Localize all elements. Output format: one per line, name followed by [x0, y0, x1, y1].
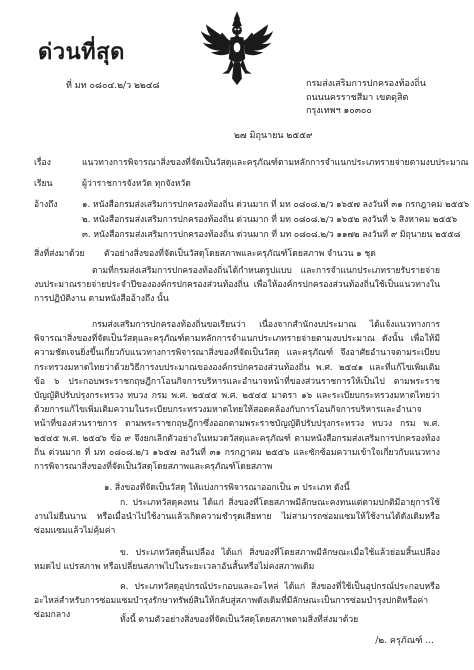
reference-item: ๒. หนังสือกรมส่งเสริมการปกครองท้องถิ่น ด่วนมาก ที่ มท ๐๘๐๘.๒/ว ๑๖๕๒ ลงวันที่ ๖ สิงหาคม ๒๕๕๖ [82, 215, 458, 225]
sender-address [306, 78, 426, 119]
item-b-consumable: ข. ประเภทวัสดุสิ้นเปลือง ได้แก่ สิ่งของที่โดยสภาพมีลักษณะเมื่อใช้แล้วย่อมสิ้นเปลืองหมดไป แปรสภาพ หรือเปลี่ยนสภาพไปในระยะเวลาอันสั้นหรือไม่คงสภาพเดิม [34, 548, 440, 573]
item-c-parts: ค. ประเภทวัสดุอุปกรณ์ประกอบและอะไหล่ ได้แก่ สิ่งของที่ใช้เป็นอุปกรณ์ประกอบหรืออะไหล่สำหรับการซ่อมแซมบำรุงรักษาทรัพย์สินให้กลับสู่สภาพดังเดิมที่มีลักษณะเป็นการซ่อมบำรุงปกติหรือค่าซ่อมกลาง [34, 582, 440, 621]
garuda-emblem-icon [196, 8, 278, 90]
point-1-intro: ๑. สิ่งของที่จัดเป็นวัสดุ ให้แบ่งการพิจารณาออกเป็น ๓ ประเภท ดังนี้ [104, 483, 350, 493]
reference-item: ๑. หนังสือกรมส่งเสริมการปกครองท้องถิ่น ด่วนมาก ที่ มท ๐๘๐๘.๒/ว ๑๖๕๗ ลงวันที่ ๓๑ กรกฎาคม ๒๕๕๖ [82, 200, 470, 210]
reference-item: ๓. หนังสือกรมส่งเสริมการปกครองท้องถิ่น ด่วนมาก ที่ มท ๐๘๐๘.๒/ว ๑๑๗๒ ลงวันที่ ๙ มิถุนายน ๒๕๕๘ [82, 230, 461, 240]
subject-text: แนวทางการพิจารณาสิ่งของที่จัดเป็นวัสดุและครุภัณฑ์ตามหลักการจำแนกประเภทรายจ่ายตามงบประมาณ [82, 158, 469, 168]
sender-line: กรมส่งเสริมการปกครองท้องถิ่น [306, 79, 426, 89]
sender-line: กรุงเทพฯ ๑๐๓๐๐ [306, 106, 372, 116]
continuation-marker: /๒. ครุภัณฑ์ ... [375, 636, 434, 646]
references-label: อ้างถึง [34, 200, 58, 210]
sender-line: ถนนนครราชสีมา เขตดุสิต [306, 92, 409, 103]
recipient-label: เรียน [34, 179, 53, 189]
body-paragraph-2: กรมส่งเสริมการปกครองท้องถิ่นขอเรียนว่า เนื่องจากสำนักงบประมาณ ได้แจ้งแนวทางการพิจารณาสิ่งของที่จัดเป็นวัสดุและครุภัณฑ์ตามหลักการจำแนกประเภทรายจ่ายตามงบประมาณ ดังนั้น เพื่อให้มีความชัดเจนยิ่งขึ้นเกี่ยวกับแนวทางการพิจารณาสิ่งของที่จัดเป็นวัสดุ และครุภัณฑ์ จึงอาศัยอำนาจตามระเบียบกระทรวงมหาดไทยว่าด้วยวิธีการงบประมาณขององค์กรปกครองส่วนท้องถิ่น พ.ศ. ๒๕๔๑ และที่แก้ไขเพิ่มเติม ข้อ ๖ ประกอบพระราชกฤษฎีกาโอนกิจการบริหารและอำนาจหน้าที่ของส่วนราชการให้เป็นไป ตามพระราชบัญญัติปรับปรุงกระทรวง ทบวง กรม พ.ศ. ๒๕๔๕ พ.ศ. ๒๕๔๕ มาตรา ๑๖ และระเบียบกระทรวงมหาดไทยว่าด้วยการแก้ไขเพิ่มเติมความในระเบียบกระทรวงมหาดไทยให้สอดคล้องกับการโอนกิจการบริหารและอำนาจหน้าที่ของส่วนราชการ ตามพระราชกฤษฎีกาซึ่งออกตามพระราชบัญญัติปรับปรุงกระทรวง ทบวง กรม พ.ศ. ๒๕๔๕ พ.ศ. ๒๕๔๖ ข้อ ๙ จึงยกเลิกตัวอย่างในหมวดวัสดุและครุภัณฑ์ ตามหนังสือกรมส่งเสริมการปกครองท้องถิ่น ด่วนมาก ที่ มท ๐๘๐๘.๒/ว ๑๖๕๗ ลงวันที่ ๓๑ กรกฎาคม ๒๕๕๖ และซักซ้อมความเข้าใจเกี่ยวกับแนวทางการพิจารณาสิ่งของที่จัดเป็นวัสดุโดยสภาพและครุภัณฑ์โดยสภาพ [34, 320, 440, 473]
enclosure-label: สิ่งที่ส่งมาด้วย [34, 249, 85, 259]
closing-line: ทั้งนี้ ตามตัวอย่างสิ่งของที่จัดเป็นวัสดุโดยสภาพตามสิ่งที่ส่งมาด้วย [120, 615, 359, 625]
letter-date: ๒๗ มิถุนายน ๒๕๕๙ [234, 131, 313, 141]
enclosure-text: ตัวอย่างสิ่งของที่จัดเป็นวัสดุโดยสภาพและครุภัณฑ์โดยสภาพ จำนวน ๑ ชุด [104, 249, 376, 259]
document-number: ที่ มท ๐๘๐๔.๒/ว ๒๒๔๘ [66, 81, 160, 91]
recipient-text: ผู้ว่าราชการจังหวัด ทุกจังหวัด [82, 179, 191, 189]
body-paragraph-1: ตามที่กรมส่งเสริมการปกครองท้องถิ่นได้กำหนดรูปแบบ และการจำแนกประเภทรายรับรายจ่ายงบประมาณรายจ่ายประจำปีขององค์กรปกครองส่วนท้องถิ่น เพื่อให้องค์กรปกครองส่วนท้องถิ่นใช้เป็นแนวทางในการปฏิบัติงาน ตามหนังสืออ้างถึง นั้น [34, 266, 440, 305]
urgency-heading: ด่วนที่สุด [38, 40, 125, 65]
item-a-durable: ก. ประเภทวัสดุคงทน ได้แก่ สิ่งของที่โดยสภาพมีลักษณะคงทนแต่ตามปกติมีอายุการใช้งานไม่ยืนนาน หรือเมื่อนำไปใช้งานแล้วเกิดความชำรุดเสียหาย ไม่สามารถซ่อมแซมให้ใช้งานได้ดังเดิมหรือซ่อมแซมแล้วไม่คุ้มค่า [34, 498, 440, 537]
subject-label: เรื่อง [34, 158, 51, 168]
